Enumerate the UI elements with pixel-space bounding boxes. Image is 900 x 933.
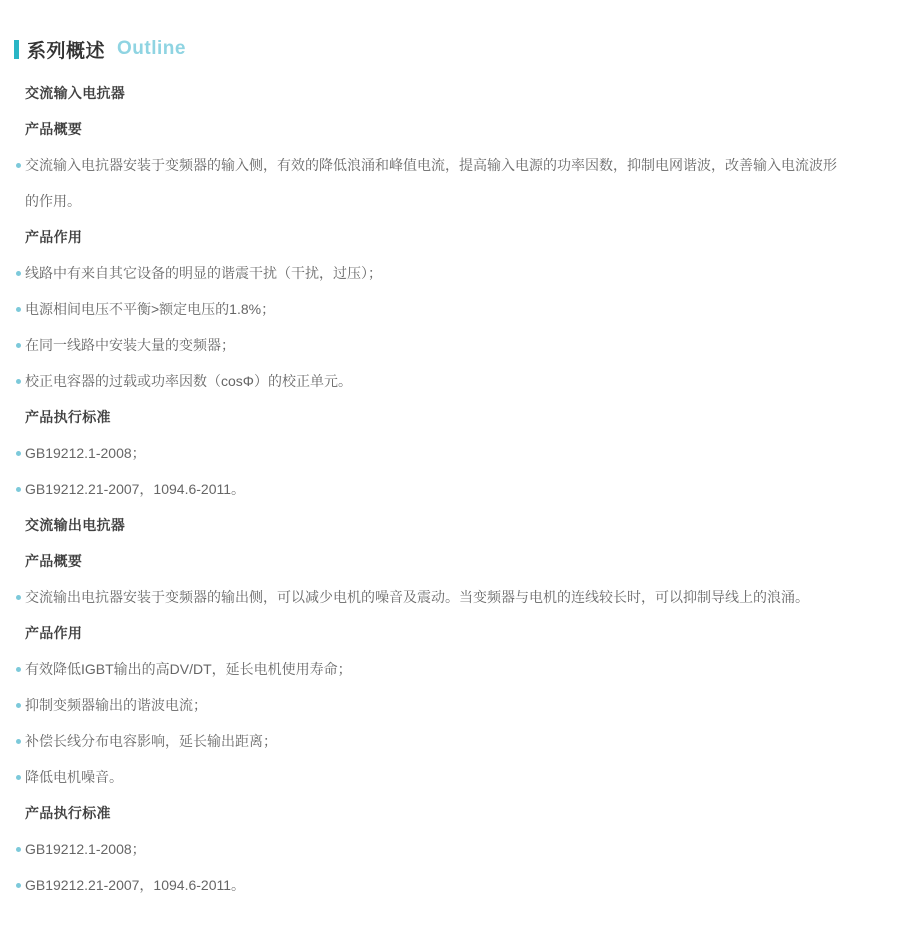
section-heading	[25, 507, 843, 543]
title-accent-bar	[14, 40, 19, 59]
section-heading	[25, 399, 843, 435]
bullet-text: 有效降低IGBT输出的高DV/DT，延长电机使用寿命；	[25, 661, 352, 677]
bullet-item	[25, 291, 843, 327]
bullet-icon	[16, 883, 21, 888]
bullet-item	[25, 327, 843, 363]
bullet-text: 交流输入电抗器安装于变频器的输入侧，有效的降低浪涌和峰值电流，提高输入电源的功率因数，抑制电网谐波，改善输入电流波形的作用。	[25, 157, 837, 209]
heading-label: 产品作用	[25, 229, 83, 245]
bullet-icon	[16, 595, 21, 600]
heading-label: 交流输出电抗器	[25, 517, 126, 533]
bullet-icon	[16, 775, 21, 780]
bullet-item	[25, 687, 843, 723]
page-title: 系列概述	[27, 40, 106, 62]
bullet-text: 补偿长线分布电容影响，延长输出距离；	[25, 733, 277, 749]
section-heading	[25, 75, 843, 111]
bullet-icon	[16, 667, 21, 672]
page-subtitle: Outline	[117, 38, 186, 59]
heading-label: 产品概要	[25, 553, 83, 569]
bullet-item	[25, 435, 843, 471]
bullet-icon	[16, 379, 21, 384]
content-area	[25, 75, 843, 903]
heading-label: 产品概要	[25, 121, 83, 137]
bullet-text: 在同一线路中安装大量的变频器；	[25, 337, 235, 353]
section-heading	[25, 111, 843, 147]
section-heading	[25, 795, 843, 831]
bullet-text: 电源相间电压不平衡>额定电压的1.8%；	[25, 301, 276, 317]
heading-label: 产品执行标准	[25, 409, 111, 425]
bullet-icon	[16, 451, 21, 456]
section-header	[14, 38, 186, 60]
section-heading	[25, 615, 843, 651]
bullet-icon	[16, 487, 21, 492]
bullet-item	[25, 363, 843, 399]
bullet-text: 交流输出电抗器安装于变频器的输出侧，可以减少电机的噪音及震动。当变频器与电机的连线较长时，可以抑制导线上的浪涌。	[25, 589, 809, 605]
bullet-icon	[16, 343, 21, 348]
bullet-text: GB19212.21-2007，1094.6-2011。	[25, 877, 246, 893]
bullet-icon	[16, 271, 21, 276]
heading-label: 产品执行标准	[25, 805, 111, 821]
bullet-item	[25, 831, 843, 867]
bullet-icon	[16, 739, 21, 744]
bullet-item	[25, 471, 843, 507]
heading-label: 产品作用	[25, 625, 83, 641]
bullet-text: GB19212.1-2008；	[25, 841, 146, 857]
bullet-text: 降低电机噪音。	[25, 769, 123, 785]
bullet-item	[25, 651, 843, 687]
bullet-icon	[16, 307, 21, 312]
section-heading	[25, 543, 843, 579]
bullet-item	[25, 867, 843, 903]
bullet-text: 抑制变频器输出的谐波电流；	[25, 697, 207, 713]
bullet-text: 校正电容器的过载或功率因数（cosΦ）的校正单元。	[25, 373, 352, 389]
bullet-item	[25, 147, 843, 219]
bullet-item	[25, 579, 843, 615]
bullet-icon	[16, 163, 21, 168]
bullet-text: GB19212.21-2007，1094.6-2011。	[25, 481, 246, 497]
section-heading	[25, 219, 843, 255]
bullet-text: GB19212.1-2008；	[25, 445, 146, 461]
bullet-item	[25, 255, 843, 291]
bullet-icon	[16, 847, 21, 852]
bullet-icon	[16, 703, 21, 708]
bullet-item	[25, 723, 843, 759]
bullet-text: 线路中有来自其它设备的明显的谐震干扰（干扰，过压）；	[25, 265, 382, 281]
bullet-item	[25, 759, 843, 795]
heading-label: 交流输入电抗器	[25, 85, 126, 101]
